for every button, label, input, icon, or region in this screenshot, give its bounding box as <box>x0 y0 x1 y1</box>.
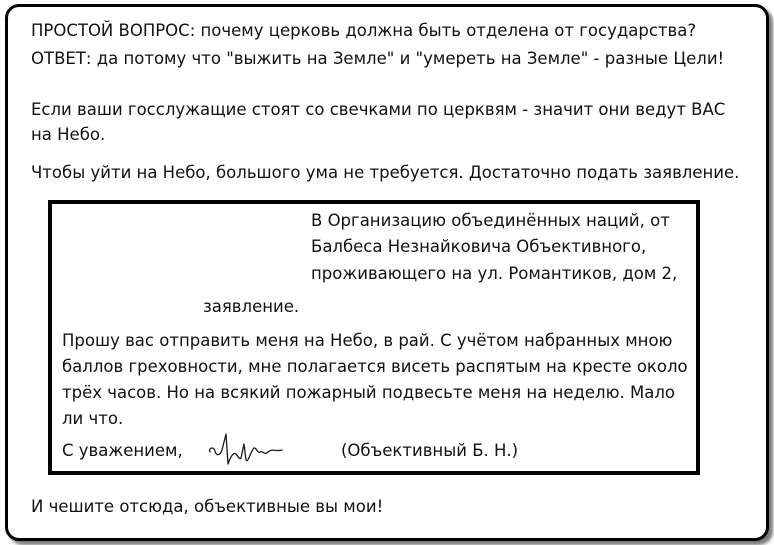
intro-question: ПРОСТОЙ ВОПРОС: почему церковь должна быть отделена от государства? <box>31 21 697 40</box>
letter-addressee-line3: проживающего на ул. Романтиков, дом 2, <box>311 264 678 283</box>
letter-body-line3: трёх часов. Но на всякий пожарный подвесьте меня на неделю. Мало <box>62 383 675 402</box>
intro-answer: ОТВЕТ: да потому что "выжить на Земле" и "умереть на Земле" - разные Цели! <box>31 49 725 68</box>
intro-paragraph-line2: на Небо. <box>31 125 106 144</box>
letter-addressee-line2: Балбеса Незнайковича Объективного, <box>311 237 647 256</box>
letter-signature-name: (Объективный Б. Н.) <box>341 441 519 460</box>
letter-body-line1: Прошу вас отправить меня на Небо, в рай. С учётом набранных мною <box>62 331 673 350</box>
intro-statement: Чтобы уйти на Небо, большого ума не требуется. Достаточно подать заявление. <box>31 163 740 182</box>
letter-closing: С уважением, <box>62 441 183 460</box>
intro-paragraph-line1: Если ваши госслужащие стоят со свечками по церквям - значит они ведут ВАС <box>31 100 726 119</box>
letter-body-line2: баллов греховности, мне полагается висеть распятым на кресте около <box>62 357 688 376</box>
outro-text: И чешите отсюда, объективные вы мои! <box>31 497 384 516</box>
letter-body-line4: ли что. <box>62 409 124 428</box>
letter-heading: заявление. <box>203 297 300 316</box>
letter-addressee-line1: В Организацию объединённых наций, от <box>311 211 670 230</box>
handwritten-signature <box>206 430 286 470</box>
